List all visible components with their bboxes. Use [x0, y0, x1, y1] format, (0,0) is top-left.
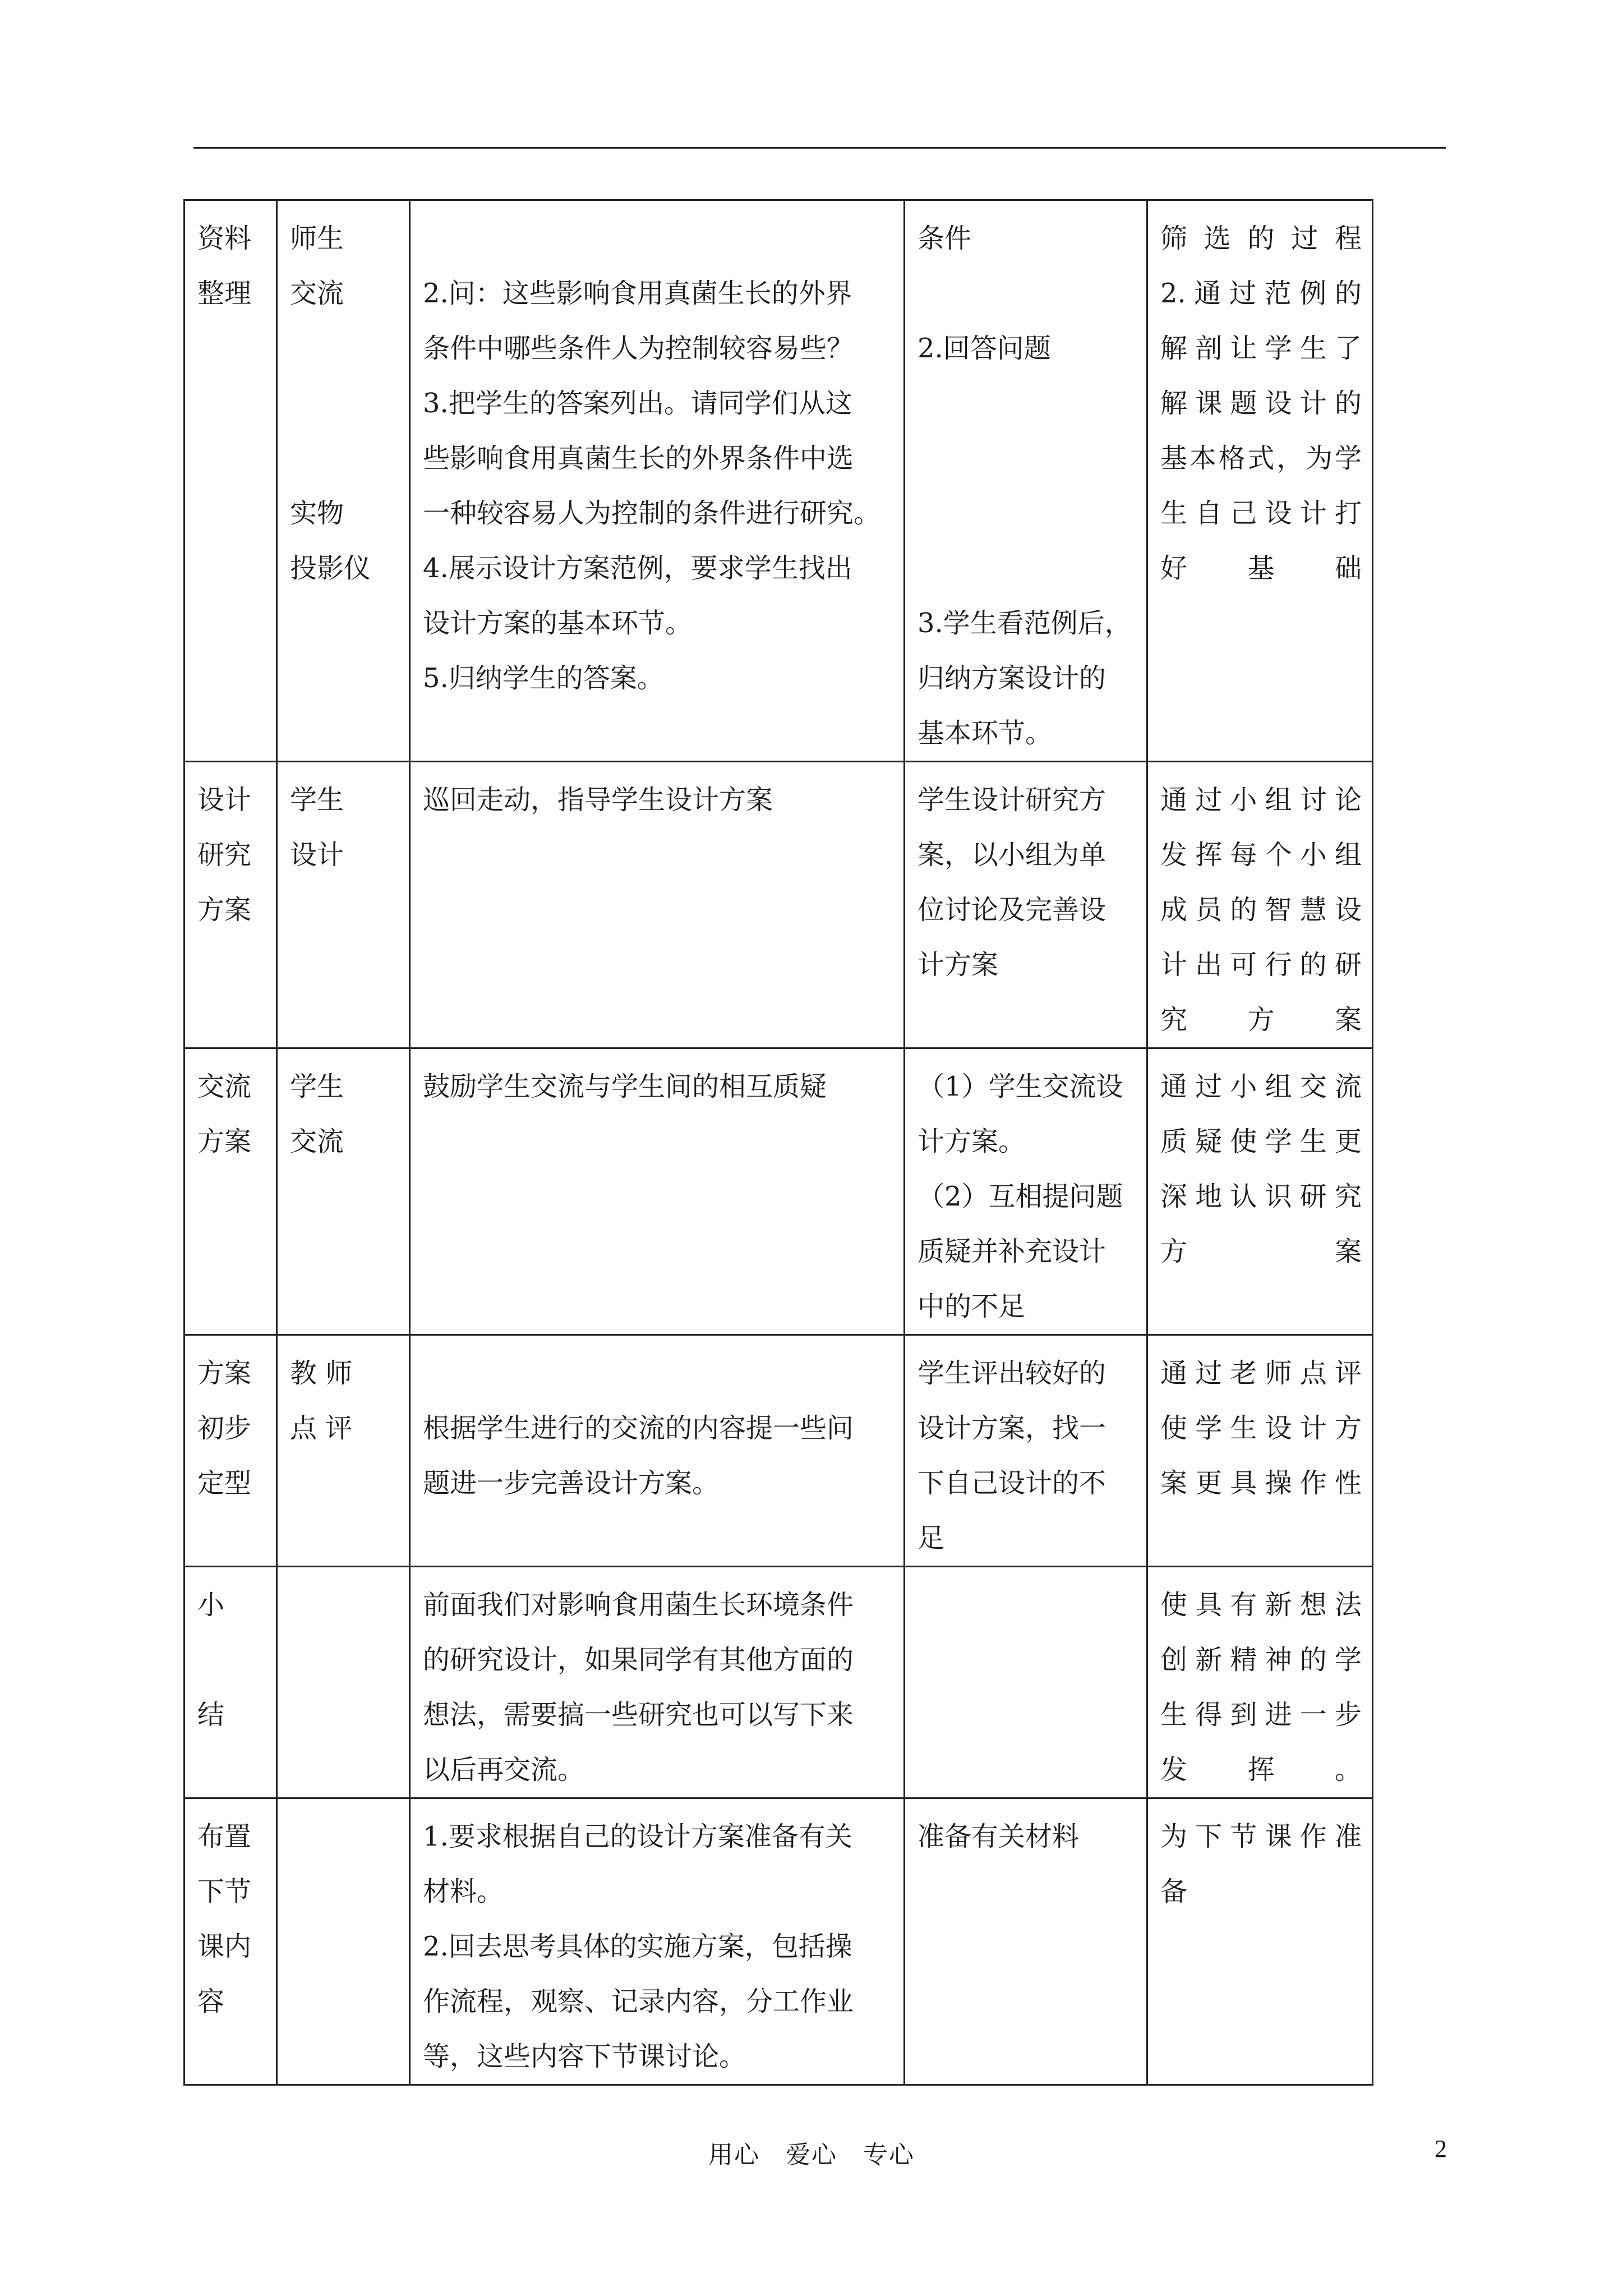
cell-line: 计出可行的研: [1160, 949, 1362, 981]
cell-line: 案更具操作性: [1160, 1467, 1362, 1499]
cell-line: 位讨论及完善设: [917, 894, 1106, 926]
cell-line: 2.回去思考具体的实施方案，包括操: [423, 1931, 852, 1962]
table-row: [185, 200, 1373, 762]
cell-line: 教 师: [290, 1358, 353, 1389]
cell-line: 通过老师点评: [1160, 1358, 1362, 1389]
cell-line: 4.展示设计方案范例，要求学生找出: [423, 553, 852, 584]
cell-line: 发挥。: [1160, 1754, 1362, 1786]
teacher-activity-cell: [410, 200, 905, 762]
cell-line: 材料。: [423, 1876, 504, 1907]
cell-line: 足: [917, 1522, 945, 1554]
cell-line: 结: [197, 1699, 225, 1731]
cell-line: 基本格式，为学: [1160, 443, 1362, 474]
cell-line: 设计方案的基本环节。: [423, 608, 693, 639]
method-cell: [277, 200, 410, 762]
cell-line: 5.归纳学生的答案。: [423, 662, 664, 694]
cell-line: 成员的智慧设: [1160, 894, 1362, 926]
cell-line: 解剖让学生了: [1160, 333, 1362, 364]
cell-line: 条件中哪些条件人为控制较容易些？: [423, 333, 854, 364]
cell-line: 布置: [197, 1821, 252, 1852]
teacher-activity-cell: [410, 1798, 905, 2085]
method-cell: [277, 1567, 410, 1798]
cell-line: 条件: [917, 223, 972, 254]
cell-line: 交流: [290, 278, 344, 309]
cell-line: 设计: [290, 839, 344, 871]
purpose-cell: [1147, 200, 1373, 762]
cell-line: 发挥每个小组: [1160, 839, 1362, 871]
cell-line: 交流: [290, 1126, 344, 1157]
cell-line: 以后再交流。: [423, 1754, 585, 1786]
cell-line: 通过小组讨论: [1160, 784, 1362, 816]
cell-line: 根据学生进行的交流的内容提一些问: [423, 1412, 854, 1444]
cell-line: 方案: [197, 894, 252, 926]
cell-line: 学生: [290, 784, 344, 816]
teacher-activity-cell: [410, 762, 905, 1048]
cell-line: 整理: [197, 278, 252, 309]
cell-line: 小: [197, 1589, 225, 1621]
cell-line: 深地认识研究: [1160, 1181, 1362, 1212]
cell-line: [917, 486, 1136, 541]
purpose-cell: [1147, 1798, 1373, 2085]
cell-line: 鼓励学生交流与学生间的相互质疑: [423, 1071, 827, 1102]
cell-line: [917, 376, 1136, 431]
method-cell: [277, 1798, 410, 2085]
cell-line: [917, 431, 1136, 486]
cell-line: [290, 431, 399, 486]
footer-motto: 用心 爱心 专心: [708, 2141, 915, 2169]
cell-line: 投影仪: [290, 553, 371, 584]
cell-line: 资料: [197, 223, 252, 254]
cell-line: 设计方案，找一: [917, 1412, 1106, 1444]
cell-line: 案，以小组为单: [917, 839, 1106, 871]
cell-line: 题进一步完善设计方案。: [423, 1467, 720, 1499]
cell-line: [917, 266, 1136, 321]
cell-line: 初步: [197, 1412, 252, 1444]
teacher-activity-cell: [410, 1335, 905, 1567]
cell-line: （2）互相提问题: [917, 1181, 1123, 1212]
cell-line: 生得到进一步: [1160, 1699, 1362, 1731]
cell-line: [290, 321, 399, 376]
cell-line: 1.要求根据自己的设计方案准备有关: [423, 1821, 852, 1852]
student-activity-cell: [905, 762, 1147, 1048]
lesson-plan-table: [183, 199, 1373, 2086]
method-cell: [277, 1048, 410, 1335]
cell-line: 等，这些内容下节课讨论。: [423, 2041, 746, 2072]
cell-line: 方案: [197, 1358, 252, 1389]
cell-line: [197, 1632, 266, 1687]
cell-line: 2.通过范例的: [1160, 278, 1362, 309]
cell-line: 中的不足: [917, 1291, 1026, 1322]
page-number: 2: [1435, 2135, 1447, 2162]
cell-line: 的研究设计，如果同学有其他方面的: [423, 1644, 854, 1676]
table-row: [185, 1798, 1373, 2085]
cell-line: 下节: [197, 1876, 252, 1907]
student-activity-cell: [905, 1798, 1147, 2085]
teacher-activity-cell: [410, 1567, 905, 1798]
cell-line: 点 评: [290, 1412, 353, 1444]
cell-line: 为下节课作准: [1160, 1821, 1362, 1852]
cell-line: 交流: [197, 1071, 252, 1102]
student-activity-cell: [905, 1567, 1147, 1798]
cell-line: 归纳方案设计的: [917, 662, 1106, 694]
cell-line: 解课题设计的: [1160, 388, 1362, 419]
cell-line: 学生评出较好的: [917, 1358, 1106, 1389]
cell-line: 准备有关材料: [917, 1821, 1080, 1852]
cell-line: 生自己设计打: [1160, 498, 1362, 529]
student-activity-cell: [905, 1335, 1147, 1567]
cell-line: 计方案。: [917, 1126, 1026, 1157]
stage-cell: [185, 762, 277, 1048]
stage-cell: [185, 1567, 277, 1798]
cell-line: 好基础: [1160, 553, 1362, 584]
cell-line: [917, 541, 1136, 596]
cell-line: 课内: [197, 1931, 252, 1962]
cell-line: [423, 211, 893, 266]
cell-line: 通过小组交流: [1160, 1071, 1362, 1102]
stage-cell: [185, 200, 277, 762]
cell-line: [290, 376, 399, 431]
cell-line: 方案: [1160, 1236, 1362, 1267]
teacher-activity-cell: [410, 1048, 905, 1335]
table-row: [185, 762, 1373, 1048]
cell-line: 一种较容易人为控制的条件进行研究。: [423, 498, 881, 529]
cell-line: [423, 1346, 893, 1401]
cell-line: 计方案: [917, 949, 999, 981]
cell-line: 质疑并补充设计: [917, 1236, 1106, 1267]
cell-line: 下自己设计的不: [917, 1467, 1106, 1499]
cell-line: 巡回走动，指导学生设计方案: [423, 784, 773, 816]
cell-line: 前面我们对影响食用菌生长环境条件: [423, 1589, 854, 1621]
method-cell: [277, 762, 410, 1048]
cell-line: 设计: [197, 784, 252, 816]
stage-cell: [185, 1048, 277, 1335]
cell-line: 想法，需要搞一些研究也可以写下来: [423, 1699, 854, 1731]
cell-line: 实物: [290, 498, 344, 529]
table-row: [185, 1567, 1373, 1798]
cell-line: 作流程，观察、记录内容，分工作业: [423, 1986, 854, 2017]
cell-line: 备: [1160, 1876, 1188, 1907]
cell-line: 创新精神的学: [1160, 1644, 1362, 1676]
cell-line: （1）学生交流设: [917, 1071, 1123, 1102]
cell-line: 基本环节。: [917, 717, 1053, 749]
purpose-cell: [1147, 762, 1373, 1048]
cell-line: 容: [197, 1986, 225, 2017]
cell-line: 师生: [290, 223, 344, 254]
cell-line: 方案: [197, 1126, 252, 1157]
cell-line: 2.回答问题: [917, 333, 1051, 364]
cell-line: 定型: [197, 1467, 252, 1499]
cell-line: 些影响食用真菌生长的外界条件中选: [423, 443, 854, 474]
student-activity-cell: [905, 200, 1147, 762]
header-rule: [193, 147, 1446, 149]
cell-line: 2.问：这些影响食用真菌生长的外界: [423, 278, 852, 309]
purpose-cell: [1147, 1048, 1373, 1335]
stage-cell: [185, 1798, 277, 2085]
method-cell: [277, 1335, 410, 1567]
stage-cell: [185, 1335, 277, 1567]
cell-line: 究方案: [1160, 1004, 1362, 1036]
cell-line: 使学生设计方: [1160, 1412, 1362, 1444]
table-row: [185, 1335, 1373, 1567]
cell-line: 质疑使学生更: [1160, 1126, 1362, 1157]
cell-line: 学生: [290, 1071, 344, 1102]
cell-line: 3.把学生的答案列出。请同学们从这: [423, 388, 852, 419]
cell-line: 研究: [197, 839, 252, 871]
cell-line: 使具有新想法: [1160, 1589, 1362, 1621]
cell-line: 筛选的过程: [1160, 223, 1362, 254]
cell-line: 学生设计研究方: [917, 784, 1106, 816]
student-activity-cell: [905, 1048, 1147, 1335]
cell-line: 3.学生看范例后，: [917, 608, 1132, 639]
table-row: [185, 1048, 1373, 1335]
purpose-cell: [1147, 1335, 1373, 1567]
purpose-cell: [1147, 1567, 1373, 1798]
